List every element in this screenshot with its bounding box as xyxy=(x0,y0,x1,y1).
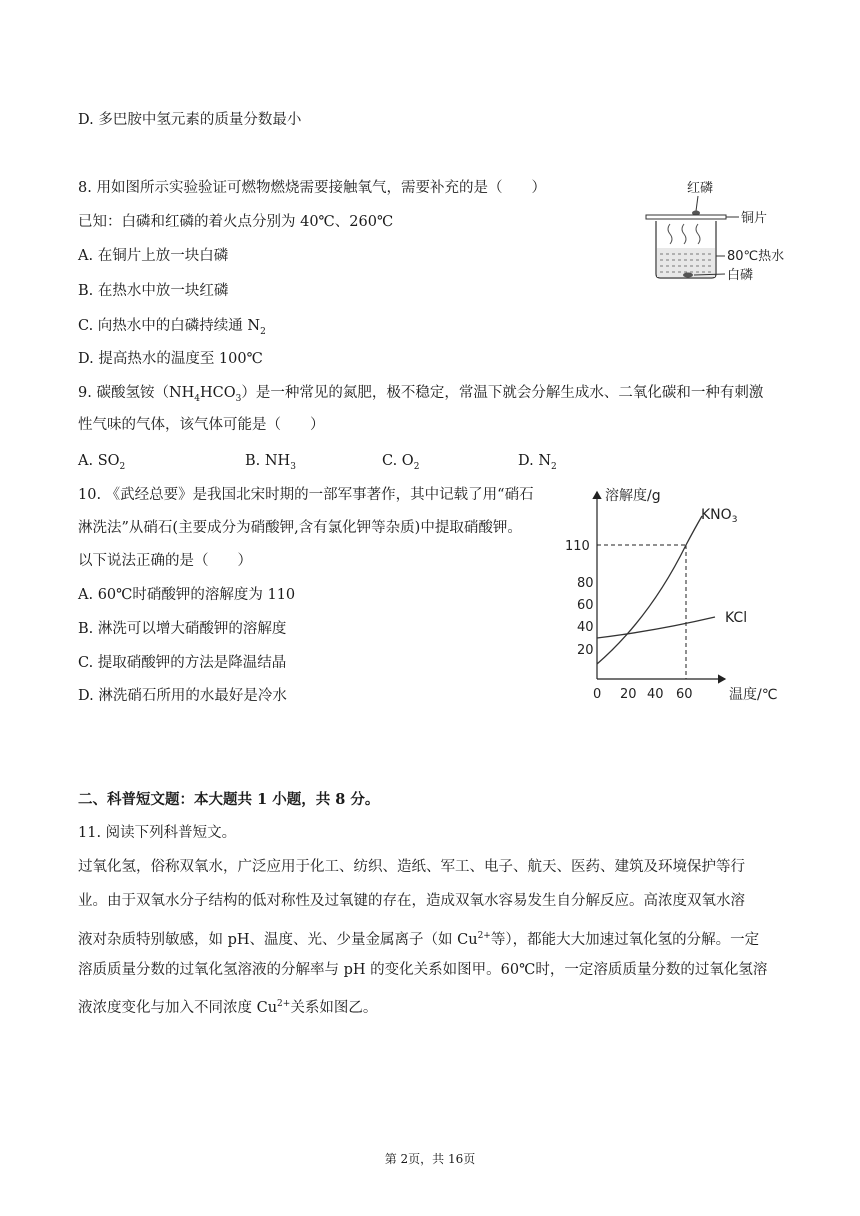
kno3-label: $KNO_3$ xyxy=(701,507,738,525)
q11-stem: 11. 阅读下列科普短文。 xyxy=(78,825,237,841)
q8-option-a: A. 在铜片上放一块白磷 xyxy=(78,248,229,264)
q8-known: 已知：白磷和红磷的着火点分别为 40℃、260℃ xyxy=(78,214,394,230)
q11-para-line-1: 过氧化氢，俗称双氧水，广泛应用于化工、纺织、造纸、军工、电子、航天、医药、建筑及环境保护等行 xyxy=(78,859,745,875)
section-2-heading: 二、科普短文题：本大题共 1 小题，共 8 分。 xyxy=(78,791,380,808)
label-hot-water: 80℃热水 xyxy=(727,249,785,264)
y-tick-40: 40 xyxy=(577,620,594,635)
label-white-phosphorus: 白磷 xyxy=(727,268,754,283)
x-tick-60: 60 xyxy=(676,687,693,702)
y-tick-110: 110 xyxy=(565,539,590,554)
q10-line-2: 淋洗法”从硝石(主要成分为硝酸钾,含有氯化钾等杂质)中提取硝酸钾。 xyxy=(78,520,522,536)
hot-water xyxy=(657,248,715,277)
q9-option-b: B. $NH_3$ xyxy=(245,453,296,472)
y-tick-20: 20 xyxy=(577,643,594,658)
label-copper: 铜片 xyxy=(741,211,768,226)
q9-line-1: 9. 碳酸氢铵$(NH_4HCO_3)$是一种常见的氮肥，极不稳定，常温下就会分解生成水、二氧化碳和一种有刺激 xyxy=(78,385,764,404)
label-red-phosphorus: 红磷 xyxy=(687,181,714,196)
q8-stem: 8. 用如图所示实验验证可燃物燃烧需要接触氧气，需要补充的是（ ） xyxy=(78,180,546,196)
kcl-label: KCl xyxy=(725,610,748,626)
y-axis-label: 溶解度/g xyxy=(605,488,661,504)
q8-option-b: B. 在热水中放一块红磷 xyxy=(78,283,229,299)
y-tick-80: 80 xyxy=(577,576,594,591)
q9-option-a: A. $SO_2$ xyxy=(78,453,126,472)
q11-para-line-3: 液对杂质特别敏感，如 pH、温度、光、少量金属离子（如 $Cu^{2+}$等），都能大大加速过氧化氢的分解。一定 xyxy=(78,931,760,948)
steam-lines xyxy=(668,224,700,244)
q10-option-c: C. 提取硝酸钾的方法是降温结晶 xyxy=(78,655,287,671)
q10-line-3: 以下说法正确的是（ ） xyxy=(78,553,252,569)
solubility-graph xyxy=(555,478,790,708)
q8-option-d: D. 提高热水的温度至 100℃ xyxy=(78,351,263,367)
q10-option-d: D. 淋洗硝石所用的水最好是冷水 xyxy=(78,688,287,704)
q7-option-d: D. 多巴胺中氢元素的质量分数最小 xyxy=(78,112,302,128)
q9-line-2: 性气味的气体，该气体可能是（ ） xyxy=(78,417,325,433)
q9-option-c: C. $O_2$ xyxy=(382,453,420,472)
phosphorus-experiment-figure xyxy=(640,176,790,286)
q9-option-d: D. $N_2$ xyxy=(518,453,557,472)
x-tick-0: 0 xyxy=(593,687,602,702)
kcl-curve xyxy=(597,617,715,638)
q10-option-b: B. 淋洗可以增大硝酸钾的溶解度 xyxy=(78,621,287,637)
q10-option-a: A. 60℃时硝酸钾的溶解度为 110 xyxy=(78,587,296,603)
q10-line-1: 10. 《武经总要》是我国北宋时期的一部军事著作，其中记载了用“硝石 xyxy=(78,487,534,503)
q11-para-line-5: 液浓度变化与加入不同浓度 $Cu^{2+}$关系如图乙。 xyxy=(78,999,378,1016)
x-tick-40: 40 xyxy=(647,687,664,702)
copper-plate xyxy=(646,215,726,219)
y-tick-60: 60 xyxy=(577,598,594,613)
x-axis-label: 温度/℃ xyxy=(729,687,778,703)
page-footer: 第 2页，共 16页 xyxy=(384,1152,476,1166)
x-tick-20: 20 xyxy=(620,687,637,702)
q11-para-line-2: 业。由于双氧水分子结构的低对称性及过氧键的存在，造成双氧水容易发生自分解反应。高浓度双氧水溶 xyxy=(78,893,745,909)
q8-option-c: C. 向热水中的白磷持续通 $N_2$ xyxy=(78,318,266,337)
red-phosphorus-pointer xyxy=(696,196,698,211)
white-phosphorus xyxy=(683,273,693,278)
q11-para-line-4: 溶质质量分数的过氧化氢溶液的分解率与 pH 的变化关系如图甲。60℃时，一定溶质质量分数的过氧化氢溶 xyxy=(78,962,768,978)
